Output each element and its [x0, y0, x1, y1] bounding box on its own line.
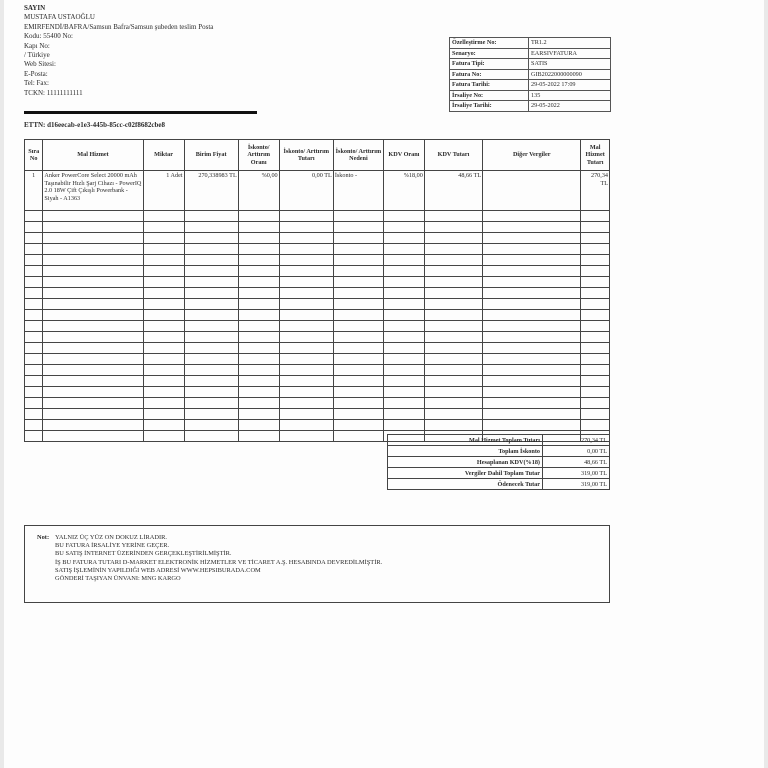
ettn-line: ETTN: d16eecab-e1e3-445b-85cc-c02f8682cbe8	[24, 121, 165, 129]
empty-row	[25, 288, 610, 299]
empty-row	[25, 321, 610, 332]
invoice-page	[4, 0, 764, 768]
total-row	[388, 435, 610, 446]
column-header: Mal Hizmet Tutarı	[581, 140, 610, 171]
invoice-meta-table	[449, 37, 611, 112]
buyer-phone: Tel: Fax:	[24, 79, 49, 88]
note-line	[37, 575, 382, 583]
meta-row	[450, 101, 611, 112]
buyer-website: Web Sitesi:	[24, 60, 56, 69]
column-header: Sıra No	[25, 140, 43, 171]
column-header: Miktar	[143, 140, 184, 171]
total-row	[388, 446, 610, 457]
note-text: İŞ BU FATURA TUTARI D-MARKET ELEKTRONİK HİZMETLER VE TİCARET A.Ş. HESABINDA DEVREDİLMİŞTİR.	[55, 558, 383, 566]
meta-value: 29-05-2022 17:09	[529, 80, 611, 91]
column-header: İskonto/ Arttırım Nedeni	[333, 140, 383, 171]
empty-row	[25, 409, 610, 420]
buyer-door: Kapı No:	[24, 41, 50, 50]
note-line	[37, 550, 382, 558]
empty-row	[25, 365, 610, 376]
note-line	[37, 534, 382, 542]
empty-row	[25, 398, 610, 409]
buyer-tckn: TCKN: 11111111111	[24, 88, 83, 97]
meta-key: Fatura Tipi:	[450, 59, 529, 70]
meta-row	[450, 38, 611, 49]
meta-value: TR1.2	[529, 38, 611, 49]
empty-row	[25, 420, 610, 431]
row-disc-rate: %0,00	[238, 171, 279, 211]
note-text: BU FATURA İRSALİYE YERİNE GEÇER.	[55, 542, 170, 550]
row-vat-amt: 48,66 TL	[424, 171, 482, 211]
row-other-taxes	[483, 171, 581, 211]
buyer-email: E-Posta:	[24, 69, 48, 78]
notes-box	[24, 525, 610, 603]
note-text: SATIŞ İŞLEMİNİN YAPILDIĞI WEB ADRESİ WWW.HEPSIBURADA.COM	[55, 566, 261, 574]
empty-row	[25, 244, 610, 255]
table-row	[25, 171, 610, 211]
meta-row	[450, 80, 611, 91]
note-line	[37, 567, 382, 575]
empty-row	[25, 233, 610, 244]
empty-row	[25, 387, 610, 398]
meta-row	[450, 48, 611, 59]
meta-value: SATIS	[529, 59, 611, 70]
total-label: Toplam İskonto	[388, 446, 543, 457]
buyer-address: EMIRFENDİ/BAFRA/Samsun Bafra/Samsun şubeden teslim Posta	[24, 22, 214, 31]
row-disc-amt: 0,00 TL	[279, 171, 333, 211]
column-header: İskonto/ Arttırım Tutarı	[279, 140, 333, 171]
row-disc-reason: İskonto -	[333, 171, 383, 211]
meta-key: İrsaliye No:	[450, 90, 529, 101]
total-value: 319,00 TL	[543, 468, 610, 479]
empty-row	[25, 222, 610, 233]
total-value: 48,66 TL	[543, 457, 610, 468]
meta-key: Özelleştirme No:	[450, 38, 529, 49]
buyer-name: MUSTAFA USTAOĞLU	[24, 13, 95, 22]
empty-row	[25, 211, 610, 222]
items-table	[24, 139, 610, 442]
meta-key: Fatura No:	[450, 69, 529, 80]
empty-row	[25, 310, 610, 321]
meta-value: 135	[529, 90, 611, 101]
empty-row	[25, 376, 610, 387]
row-qty: 1 Adet	[143, 171, 184, 211]
meta-row	[450, 69, 611, 80]
total-value: 319,00 TL	[543, 479, 610, 490]
note-text: YALNIZ ÜÇ YÜZ ON DOKUZ LİRADIR.	[55, 534, 167, 541]
totals-table	[387, 434, 610, 490]
buyer-block	[24, 4, 213, 98]
column-header: KDV Oranı	[383, 140, 424, 171]
column-header: KDV Tutarı	[424, 140, 482, 171]
meta-value: EARSIVFATURA	[529, 48, 611, 59]
note-text: BU SATIŞ İNTERNET ÜZERİNDEN GERÇEKLEŞTİRİLMİŞTİR.	[55, 550, 232, 558]
row-price: 270,338983 TL	[184, 171, 238, 211]
note-line	[37, 559, 382, 567]
total-value: 270,34 TL	[543, 435, 610, 446]
meta-key: Senaryo:	[450, 48, 529, 59]
row-no: 1	[25, 171, 43, 211]
buyer-heading: SAYIN	[24, 4, 46, 12]
total-label: Vergiler Dahil Toplam Tutar	[388, 468, 543, 479]
total-label: Mal Hizmet Toplam Tutarı	[388, 435, 543, 446]
empty-row	[25, 299, 610, 310]
column-header: İskonto/ Arttırım Oranı	[238, 140, 279, 171]
total-row	[388, 468, 610, 479]
empty-row	[25, 343, 610, 354]
meta-value: 29-05-2022	[529, 101, 611, 112]
meta-value: GIB2022000000090	[529, 69, 611, 80]
meta-row	[450, 59, 611, 70]
total-row	[388, 457, 610, 468]
empty-row	[25, 266, 610, 277]
total-label: Ödenecek Tutar	[388, 479, 543, 490]
note-text: GÖNDERİ TAŞIYAN ÜNVANI: MNG KARGO	[55, 575, 181, 583]
meta-key: İrsaliye Tarihi:	[450, 101, 529, 112]
meta-row	[450, 90, 611, 101]
separator-bar	[24, 111, 257, 114]
row-total: 270,34 TL	[581, 171, 610, 211]
column-header: Diğer Vergiler	[483, 140, 581, 171]
empty-row	[25, 277, 610, 288]
buyer-postal: Kodu: 55400 No:	[24, 32, 73, 41]
empty-row	[25, 332, 610, 343]
total-value: 0,00 TL	[543, 446, 610, 457]
note-line	[37, 542, 382, 550]
row-vat-rate: %18,00	[383, 171, 424, 211]
total-row	[388, 479, 610, 490]
column-header: Birim Fiyat	[184, 140, 238, 171]
note-prefix: Not:	[37, 534, 50, 541]
total-label: Hesaplanan KDV(%18)	[388, 457, 543, 468]
column-header: Mal Hizmet	[43, 140, 143, 171]
empty-row	[25, 354, 610, 365]
buyer-country: / Türkiye	[24, 51, 50, 60]
empty-row	[25, 255, 610, 266]
meta-key: Fatura Tarihi:	[450, 80, 529, 91]
row-desc: Anker PowerCore Select 20000 mAh Taşınabilir Hızlı Şarj Cihazı - PowerIQ 2.0 18W Çift Çıkışlı Powerbank - Siyah - A1363	[43, 171, 143, 211]
